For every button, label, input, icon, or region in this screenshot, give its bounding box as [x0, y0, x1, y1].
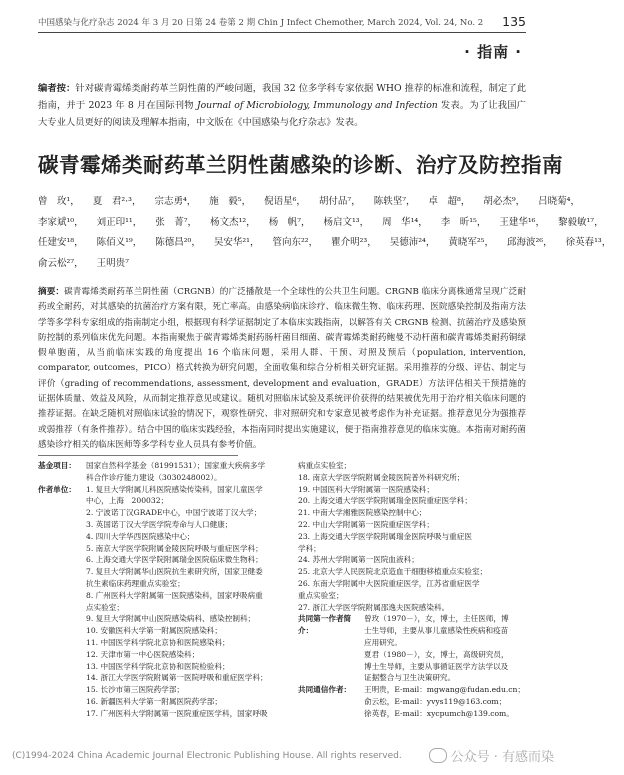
editor-note-label: 编者按：: [38, 83, 76, 94]
author-name: 邱海波²⁶，: [507, 237, 553, 248]
author-name: 陈轶坚⁷，: [373, 196, 416, 207]
affiliation-line: 20. 上海交通大学医学院附属瑞金医院重症医学科；: [298, 496, 472, 506]
fund-footnote: [38, 460, 294, 484]
affiliation-line: 15. 长沙市第三医院药学部；: [86, 685, 185, 695]
author-name: 刘正印¹¹，: [96, 216, 143, 228]
page-number: 135: [502, 14, 526, 29]
affiliation-line: 7. 复旦大学附属华山医院抗生素研究所，国家卫健委: [86, 567, 263, 577]
author-name: 王建华¹⁶，: [499, 216, 545, 228]
author-name: 胡付品⁷，: [318, 196, 361, 207]
fund-label: 基金项目：: [38, 461, 76, 470]
affiliation-line: 抗生素临床药理重点实验室；: [86, 578, 185, 588]
affiliation-line: 5. 南京大学医学院附属金陵医院呼吸与重症医学科；: [86, 543, 263, 553]
watermark: [429, 746, 554, 765]
affiliation-line: 14. 浙江大学医学院附属第一医院呼吸和重症医学科；: [86, 673, 268, 683]
author-name: 吕晓菊⁴，: [538, 196, 580, 207]
author-name: 倪语星⁶，: [264, 196, 306, 207]
author-name: 瞿介明²³，: [331, 237, 377, 248]
affiliation-line: 17. 广州医科大学附属第一医院重症医学科，国家呼吸: [86, 708, 268, 718]
section-label: · 指南 ·: [464, 43, 522, 61]
author-line: [38, 213, 604, 234]
affiliation-line: 11. 中国医学科学院北京协和医院感染科；: [86, 637, 230, 647]
author-name: 杨文杰¹²，: [210, 216, 256, 228]
author-name: 李 昕¹⁵，: [440, 216, 487, 228]
fund-line: 国家自然科学基金（81991531）；国家重大疾病多学: [86, 461, 266, 470]
affiliation-line: 18. 南京大学医学院附属金陵医院普外科研究所；: [298, 472, 465, 482]
author-name: 夏 君²·³，: [92, 196, 142, 207]
journal-citation: 中国感染与化疗杂志 2024 年 3 月 20 日第 24 卷第 2 期 Chin J Infect Chemother, March 2024, Vol. 24, No. 2: [38, 18, 484, 28]
fund-body: [86, 460, 294, 484]
author-name: 任建安¹⁸，: [38, 237, 84, 248]
affiliation-line: 9. 复旦大学附属中山医院感染病科、感染控制科；: [86, 614, 256, 624]
author-name: 黄晓军²⁵，: [448, 237, 494, 248]
author-name: 李家斌¹⁰，: [38, 216, 84, 228]
footnote-divider: [38, 455, 238, 456]
author-line: [38, 192, 580, 213]
author-name: 胡必杰⁹，: [483, 196, 526, 207]
affiliation-list-left: [86, 484, 294, 720]
author-name: 施 毅⁵，: [209, 196, 252, 207]
affiliation-line: 2. 宁波诺丁汉GRADE中心，中国宁波诺丁汉大学；: [86, 508, 262, 518]
affiliation-list-right: [298, 460, 528, 613]
author-name: 陈德昌²⁰，: [155, 237, 201, 248]
first-author-line: 应用研究。: [364, 637, 402, 647]
first-author-footnote: [298, 613, 528, 684]
first-author-label: 共同第一作者简介：: [298, 614, 352, 636]
affiliation-line: 13. 中国医学科学院北京协和医院检验科；: [86, 661, 230, 671]
corresponding-author-line: 王明贵，E-mail：mgwang@fudan.edu.cn；: [364, 685, 526, 695]
affiliation-line: 病重点实验室；: [298, 461, 352, 470]
corresponding-author-line: 徐英春，E-mail：xycpumch@139.com。: [364, 708, 514, 718]
affiliation-line: 21. 中南大学湘雅医院感染控制中心；: [298, 508, 427, 518]
affiliation-line: 24. 苏州大学附属第一医院血液科；: [298, 555, 419, 565]
author-name: 曾 玫¹，: [38, 196, 80, 207]
affiliation-line: 4. 四川大学华西医院感染中心；: [86, 531, 195, 541]
author-list: [38, 192, 612, 274]
affiliation-footnote: [38, 484, 294, 720]
article-title: 碳青霉烯类耐药革兰阴性菌感染的诊断、治疗及防控指南: [38, 153, 563, 177]
abstract: [38, 285, 526, 453]
affiliation-line: 8. 广州医科大学附属第一医院感染科，国家呼吸病重: [86, 590, 263, 600]
first-author-line: 证据整合与卫生决策研究。: [364, 673, 456, 683]
affiliation-line: 16. 新疆医科大学第一附属医院药学部；: [86, 696, 222, 706]
affiliation-line: 27. 浙江大学医学院附属邵逸夫医院感染科。: [298, 602, 450, 612]
author-name: 宗志勇⁴，: [154, 196, 197, 207]
affiliation-line: 点实验室；: [86, 602, 124, 612]
footnotes-left-column: [38, 460, 294, 720]
copyright-notice: (C)1994-2024 China Academic Journal Electronic Publishing House. All rights reserved.: [12, 751, 402, 761]
watermark-text: 公众号 · 有感而染: [450, 750, 554, 765]
author-line: [38, 254, 526, 275]
author-name: 徐英春¹³，: [565, 237, 612, 248]
first-author-line: 曾玫（1970－），女，博士，主任医师，博: [364, 614, 509, 624]
affiliation-line: 重点实验室；: [298, 590, 344, 600]
affiliation-line: 12. 天津市第一中心医院感染科；: [86, 649, 200, 659]
author-name: 吴德沛²⁴，: [389, 237, 436, 248]
author-name: 陈佰义¹⁹，: [96, 237, 143, 248]
corresponding-author-footnote: [298, 684, 528, 719]
editor-note-text-2: 发表。为了让我国广大专业人员更好的阅读及理解本指南，中文版在《中国感染与化疗杂志》发表。: [38, 100, 526, 128]
affiliation-line: 22. 中山大学附属第一医院重症医学科；: [298, 519, 434, 529]
corresponding-author-line: 俞云松，E-mail：yvys119@163.com；: [364, 696, 507, 706]
header-rule: [38, 32, 526, 33]
editor-note: [38, 80, 526, 131]
fund-line: 科合作诊疗能力建设（3030248002）。: [86, 472, 222, 482]
author-name: 杨启文¹³，: [323, 216, 370, 228]
author-name: 黎毅敏¹⁷，: [558, 216, 604, 228]
wechat-icon: [429, 748, 447, 763]
first-author-line: 士生导师，主要从事儿童感染性疾病和疫苗: [364, 626, 509, 636]
affiliation-line: 23. 上海交通大学医学院附属瑞金医院呼吸与重症医: [298, 531, 472, 541]
affiliation-line: 10. 安徽医科大学第一附属医院感染科；: [86, 626, 222, 636]
author-name: 王明贵⁷: [96, 257, 129, 269]
author-name: 周 华¹⁴，: [382, 216, 428, 228]
author-line: [38, 233, 612, 254]
affiliation-line: 19. 中国医科大学附属第一医院感染科；: [298, 484, 434, 494]
abstract-label: 摘要：: [38, 287, 65, 297]
affiliation-line: 26. 东南大学附属中大医院重症医学，江苏省重症医学: [298, 578, 480, 588]
author-name: 杨 帆⁷，: [268, 216, 311, 228]
affiliation-line: 中心，上海 200032；: [86, 496, 169, 506]
author-name: 管向东²²，: [272, 237, 319, 248]
affiliation-label: 作者单位：: [38, 484, 76, 494]
corresponding-author-label: 共同通信作者：: [298, 685, 352, 695]
affiliation-line: 3. 英国诺丁汉大学医学院寿命与人口健康；: [86, 519, 233, 529]
affiliation-line: 1. 复旦大学附属儿科医院感染传染科，国家儿童医学: [86, 484, 263, 494]
affiliation-line: 6. 上海交通大学医学院附属瑞金医院临床微生物科；: [86, 555, 263, 565]
first-author-body: [364, 613, 528, 684]
author-name: 张 菁⁷，: [155, 216, 198, 228]
editor-note-journal: Journal of Microbiology, Immunology and Infection: [196, 100, 438, 111]
author-name: 俞云松²⁷，: [38, 257, 84, 269]
editor-note-text-1: 针对碳青霉烯类耐药革兰阴性菌的严峻问题，我国 32 位多学科专家依据 WHO 推荐的标准和流程，制定了此指南，并于 2023 年 8 月在国际刊物: [38, 83, 526, 111]
author-name: 卓 超⁸，: [428, 196, 471, 207]
abstract-text: 碳青霉烯类耐药革兰阴性菌（CRGNB）的广泛播散是一个全球性的公共卫生问题。CRGNB 临床分离株通常呈现广泛耐药或全耐药，对其感染的抗菌治疗方案有限，死亡率高。由感染病临床诊疗、临床微生物、临床药理、医院感染控制及指南方法学等多学科专家组成的指南制定小组，根据现有科学证据制定了本临床实践指南，以解答有关 CRGNB 检测、抗菌治疗及感染预防控制的系列临床优先问题。本指南聚焦于碳青霉烯类耐药肠杆菌目细菌、碳青霉烯类耐药鲍曼不动杆菌和碳青霉烯类耐药铜绿假单胞菌，从当前临床实践的角度提出 16 个临床问题，采用人群、干预、对照及预后（population, intervention, comparator, outcomes，PICO）格式转换为研究问题，全面收集和综合分析相关研究证据。采用推荐的分级、评估、制定与评价（grading of recommendations, assessment, development and evaluation，GRADE）方法评估相关干预措施的证据体质量、效益及风险，从而制定推荐意见或建议。随机对照临床试验及系统评价获得的结果被优先用于治疗相关临床问题的推荐证据。在缺乏随机对照临床试验的情况下，观察性研究、非对照研究和专家意见被考虑作为补充证据。推荐意见分为强推荐或弱推荐（有条件推荐）。结合中国的临床实践经验，本指南同时提出实施建议，便于指南推荐意见的临床实施。本指南对耐药菌感染诊疗相关的临床医师等多学科专业人员具有参考价值。: [38, 287, 526, 450]
corresponding-author-body: [364, 684, 528, 719]
first-author-line: 博士生导师，主要从事循证医学方法学以及: [364, 661, 509, 671]
running-header: [38, 14, 526, 32]
footnotes-right-column: [298, 460, 528, 720]
affiliation-line: 25. 北京大学人民医院北京造血干细胞移植重点实验室；: [298, 567, 488, 577]
first-author-line: 夏君（1980－），女，博士，高级研究员，: [364, 649, 509, 659]
author-name: 吴安华²¹，: [213, 237, 260, 248]
affiliation-line: 学科；: [298, 543, 321, 553]
